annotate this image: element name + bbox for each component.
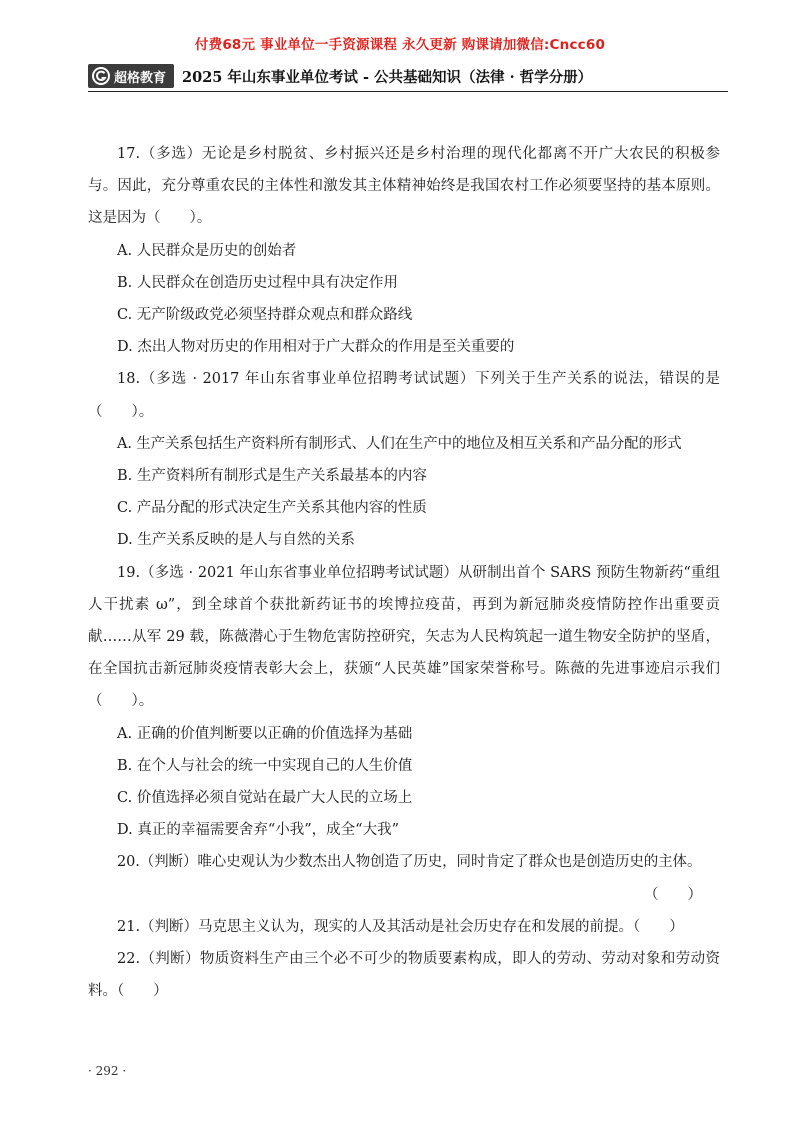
q20-answer-blank: （ ） (644, 886, 702, 903)
q17-option-c: C. 无产阶级政党必须坚持群众观点和群众路线 (117, 307, 413, 324)
q17-option-d: D. 杰出人物对历史的作用相对于广大群众的作用是至关重要的 (117, 339, 515, 356)
page-number: · 292 · (88, 1064, 127, 1078)
q19-option-d: D. 真正的幸福需要舍弃“小我”，成全“大我” (117, 822, 399, 839)
q18-option-b: B. 生产资料所有制形式是生产关系最基本的内容 (117, 468, 427, 485)
q17-option-b: B. 人民群众在创造历史过程中具有决定作用 (117, 274, 398, 291)
questions-content (88, 138, 720, 1007)
q17-option-a: A. 人民群众是历史的创始者 (117, 242, 297, 259)
q18-option-c: C. 产品分配的形式决定生产关系其他内容的性质 (117, 500, 427, 517)
q17-stem: 17.（多选）无论是乡村脱贫、乡村振兴还是乡村治理的现代化都离不开广大农民的积极参与。因此，充分尊重农民的主体性和激发其主体精神始终是我国农村工作必须要坚持的基本原则。这是因为（ ）。 (88, 146, 720, 227)
q20-stem: 20.（判断）唯心史观认为少数杰出人物创造了历史，同时肯定了群众也是创造历史的主体。 (117, 854, 702, 871)
brand-logo (88, 64, 174, 88)
q21-stem: 21.（判断）马克思主义认为，现实的人及其活动是社会历史存在和发展的前提。（ ） (117, 918, 684, 935)
q22-stem: 22.（判断）物质资料生产由三个必不可少的物质要素构成，即人的劳动、劳动对象和劳动资料。（ ） (88, 951, 720, 1000)
promo-banner: 付费68元 事业单位一手资源课程 永久更新 购课请加微信:Cncc60 (194, 37, 606, 53)
header-title: 2025 年山东事业单位考试 - 公共基础知识（法律 · 哲学分册） (182, 68, 593, 86)
q18-option-a: A. 生产关系包括生产资料所有制形式、人们在生产中的地位及相互关系和产品分配的形式 (117, 435, 682, 452)
logo-mark-icon (92, 67, 110, 85)
q19-stem: 19.（多选 · 2021 年山东省事业单位招聘考试试题）从研制出首个 SARS 预防生物新药“重组人干扰素 ω”，到全球首个获批新药证书的埃博拉疫苗，再到为新冠肺炎疫情防控作出重要贡献……从军 29 载，陈薇潜心于生物危害防控研究，矢志为人民构筑起一道生物安全防护的坚盾，在全国抗击新冠肺炎疫情表彰大会上，获颁“人民英雄”国家荣誉称号。陈薇的先进事迹启示我们（ ）。 (88, 564, 720, 710)
header-divider (88, 91, 728, 92)
q19-option-c: C. 价值选择必须自觉站在最广大人民的立场上 (117, 790, 413, 807)
logo-text: 超格教育 (114, 70, 167, 86)
page-header (88, 62, 728, 90)
q19-option-a: A. 正确的价值判断要以正确的价值选择为基础 (117, 725, 413, 742)
q18-stem: 18.（多选 · 2017 年山东省事业单位招聘考试试题）下列关于生产关系的说法，错误的是（ ）。 (88, 371, 720, 420)
q18-option-d: D. 生产关系反映的是人与自然的关系 (117, 532, 355, 549)
q19-option-b: B. 在个人与社会的统一中实现自己的人生价值 (117, 757, 413, 774)
